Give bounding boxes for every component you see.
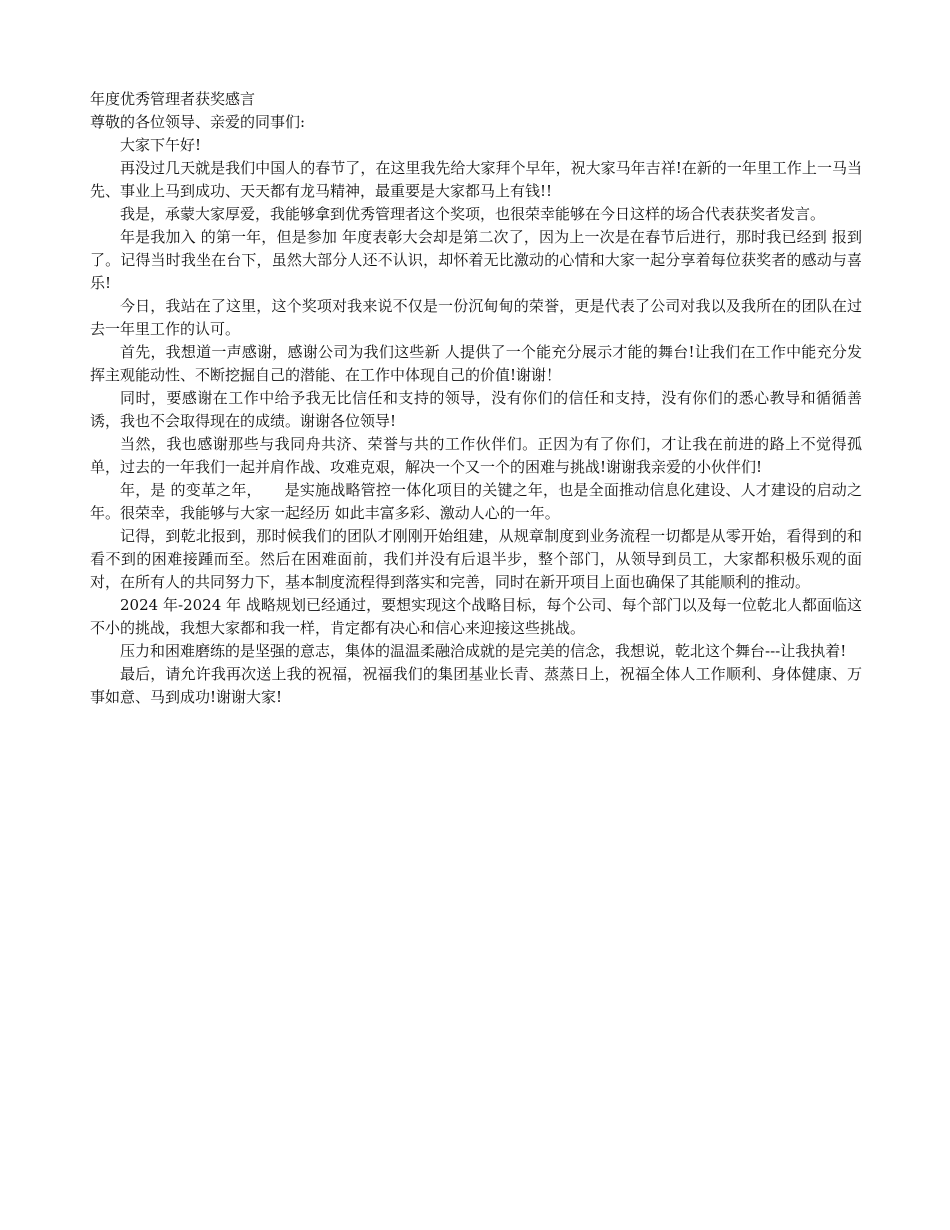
paragraph-pressure: 压力和困难磨练的是坚强的意志，集体的温温柔融洽成就的是完美的信念，我想说，乾北这个舞台---让我执着! — [120, 642, 847, 660]
paragraph-award-thanks: 我是，承蒙大家厚爱，我能够拿到优秀管理者这个奖项，也很荣幸能够在今日这样的场合代表获奖者发言。 — [120, 205, 826, 223]
paragraph-thank-company: 首先，我想道一声感谢，感谢公司为我们这些新 人提供了一个能充分展示才能的舞台!让我们在工作中能充分发挥主观能动性、不断挖掘自己的潜能、在工作中体现自己的价值!谢谢！ — [90, 343, 862, 384]
paragraph-strategy: 2024 年-2024 年 战略规划已经通过，要想实现这个战略目标，每个公司、每个部门以及每一位乾北人都面临这不小的挑战，我想大家都和我一样，肯定都有决心和信心来迎接这些挑战。 — [90, 596, 862, 637]
paragraph-new-year-wishes: 再没过几天就是我们中国人的春节了，在这里我先给大家拜个早年，祝大家马年吉祥!在新的一年里工作上一马当先、事业上马到成功、天天都有龙马精神，最重要是大家都马上有钱!! — [90, 159, 862, 200]
paragraph-first-year: 年是我加入 的第一年，但是参加 年度表彰大会却是第二次了，因为上一次是在春节后进行，那时我已经到 报到了。记得当时我坐在台下，虽然大部分人还不认识，却怀着无比激动的心情和大家一起分享着每位获奖者的感动与喜乐! — [90, 228, 862, 292]
paragraph-team-building: 记得，到乾北报到，那时候我们的团队才刚刚开始组建，从规章制度到业务流程一切都是从零开始，看得到的和看不到的困难接踵而至。然后在困难面前，我们并没有后退半步，整个部门，从领导到员工，大家都积极乐观的面对，在所有人的共同努力下，基本制度流程得到落实和完善，同时在新开项目上面也确保了其能顺利的推动。 — [90, 527, 862, 591]
salutation: 尊敬的各位领导、亲爱的同事们: — [90, 113, 306, 131]
document-title: 年度优秀管理者获奖感言 — [90, 90, 256, 108]
paragraph-greeting: 大家下午好! — [120, 136, 202, 154]
paragraph-closing-wishes: 最后，请允许我再次送上我的祝福，祝福我们的集团基业长青、蒸蒸日上，祝福全体人工作顺利、身体健康、万事如意、马到成功!谢谢大家! — [90, 665, 862, 706]
paragraph-year-of-change: 年，是 的变革之年， 是实施战略管控一体化项目的关键之年，也是全面推动信息化建设、人才建设的启动之年。很荣幸，我能够与大家一起经历 如此丰富多彩、激动人心的一年。 — [90, 481, 862, 522]
paragraph-thank-partners: 当然，我也感谢那些与我同舟共济、荣誉与共的工作伙伴们。正因为有了你们，才让我在前进的路上不觉得孤单，过去的一年我们一起并肩作战、攻难克艰，解决一个又一个的困难与挑战!谢谢我亲爱的小伙伴们! — [90, 435, 862, 476]
paragraph-today: 今日，我站在了这里，这个奖项对我来说不仅是一份沉甸甸的荣誉，更是代表了公司对我以及我所在的团队在过去一年里工作的认可。 — [90, 297, 862, 338]
document-body — [90, 88, 862, 709]
paragraph-thank-leaders: 同时，要感谢在工作中给予我无比信任和支持的领导，没有你们的信任和支持，没有你们的悉心教导和循循善诱，我也不会取得现在的成绩。谢谢各位领导! — [90, 389, 862, 430]
